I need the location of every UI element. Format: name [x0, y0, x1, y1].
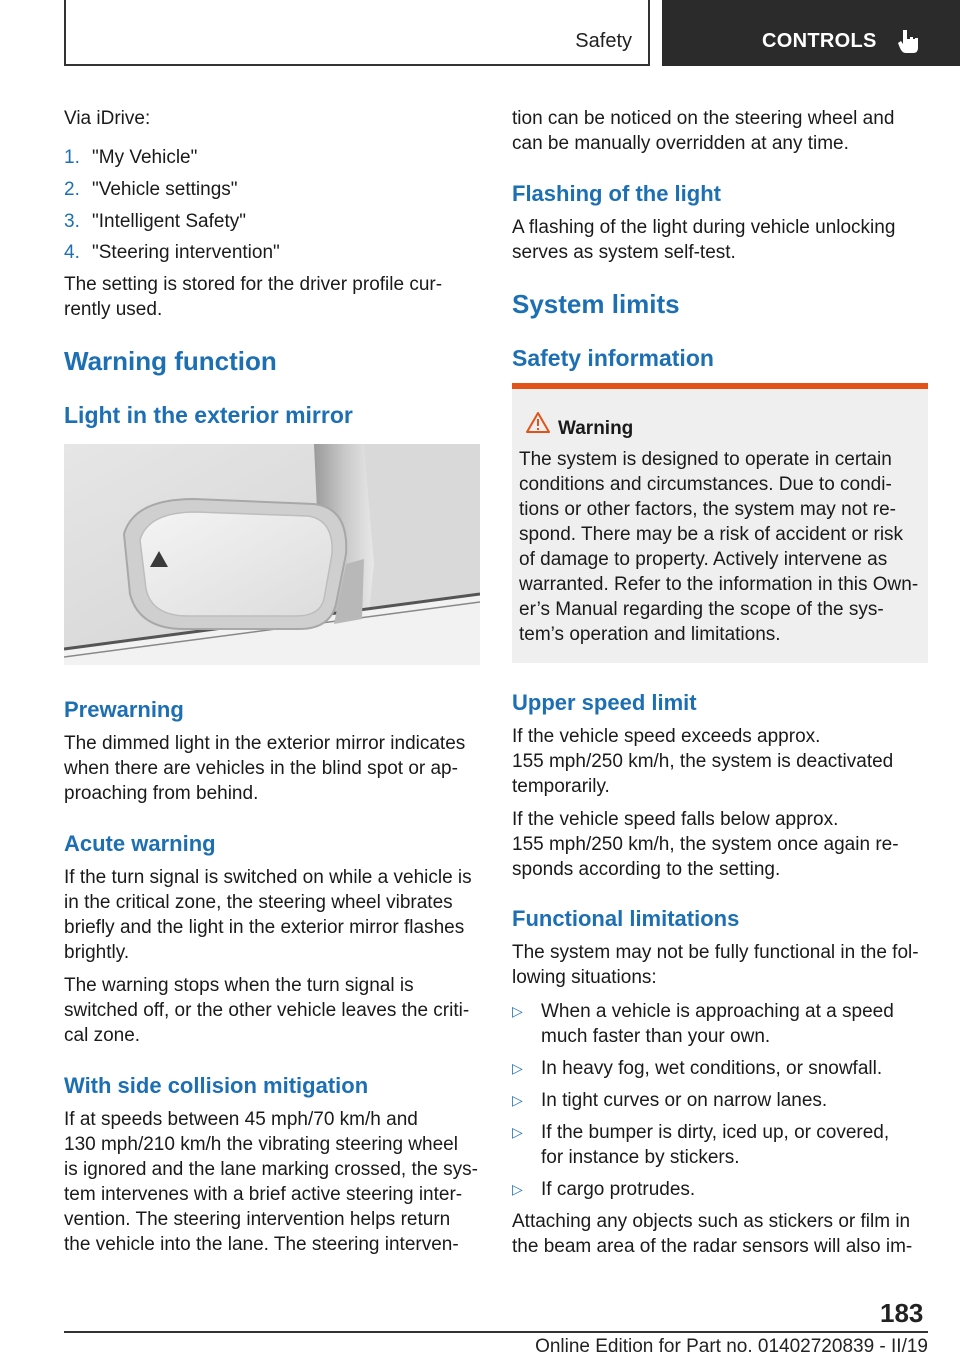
step-number: 4.: [64, 242, 80, 263]
heading-light-mirror: Light in the exterior mirror: [64, 402, 353, 428]
triangle-bullet-icon: ▷: [512, 1092, 523, 1108]
paragraph-line: briefly and the light in the exterior mirror flashes: [64, 917, 465, 938]
exterior-mirror-image: [64, 444, 480, 665]
step-number: 3.: [64, 211, 80, 232]
paragraph-line: tem intervenes with a brief active steering inter-: [64, 1184, 463, 1205]
paragraph-line: The setting is stored for the driver profile cur-: [64, 274, 443, 295]
step-text: "Intelligent Safety": [92, 211, 246, 232]
paragraph-line: If the turn signal is switched on while a vehicle is: [64, 867, 472, 888]
heading-acute-warning: Acute warning: [64, 831, 216, 856]
warning-box: [512, 383, 928, 663]
bullet-line: If the bumper is dirty, iced up, or covered,: [541, 1122, 890, 1143]
footer-edition: Online Edition for Part no. 01402720839 - II/19: [535, 1336, 928, 1357]
warning-line: The system is designed to operate in certain: [519, 449, 892, 470]
header-chapter-tab: [662, 0, 960, 66]
paragraph-line: the vehicle into the lane. The steering interven-: [64, 1234, 459, 1255]
header-section-title: Safety: [575, 30, 632, 52]
step-text: "My Vehicle": [92, 147, 198, 168]
warning-line: spond. There may be a risk of accident or risk: [519, 524, 904, 545]
bullet-line: When a vehicle is approaching at a speed: [541, 1001, 894, 1022]
paragraph-line: 155 mph/250 km/h, the system is deactivated: [512, 751, 894, 772]
hand-pointer-icon: [894, 26, 924, 56]
warning-line: tions or other factors, the system may not re-: [519, 499, 896, 520]
paragraph-line: when there are vehicles in the blind spot or ap-: [64, 758, 458, 779]
header-section-box: [64, 0, 650, 66]
heading-flashing: Flashing of the light: [512, 181, 721, 206]
paragraph-line: serves as system self-test.: [512, 242, 736, 263]
paragraph-line: cal zone.: [64, 1025, 141, 1046]
triangle-bullet-icon: ▷: [512, 1060, 523, 1076]
paragraph-line: If at speeds between 45 mph/70 km/h and: [64, 1109, 418, 1130]
header-chapter-title: CONTROLS: [762, 30, 877, 52]
paragraph-line: tion can be noticed on the steering wheel and: [512, 108, 895, 129]
heading-warning-function: Warning function: [64, 346, 277, 376]
list-item: [512, 1120, 930, 1170]
heading-functional-limitations: Functional limitations: [512, 906, 740, 931]
warning-triangle-icon: [526, 411, 550, 435]
bullet-line: for instance by stickers.: [541, 1147, 740, 1168]
step-text: "Vehicle settings": [92, 179, 238, 200]
paragraph-line: rently used.: [64, 299, 163, 320]
bullet-line: If cargo protrudes.: [541, 1179, 696, 1200]
step-text: "Steering intervention": [92, 242, 280, 263]
paragraph-line: brightly.: [64, 942, 130, 963]
paragraph-line: temporarily.: [512, 776, 610, 797]
paragraph-line: A flashing of the light during vehicle unlocking: [512, 217, 896, 238]
list-item: [512, 999, 930, 1049]
list-item: [512, 1056, 930, 1081]
paragraph-line: switched off, or the other vehicle leaves the criti-: [64, 1000, 470, 1021]
paragraph-line: sponds according to the setting.: [512, 859, 781, 880]
heading-upper-speed-limit: Upper speed limit: [512, 690, 697, 715]
warning-title: Warning: [558, 418, 634, 439]
paragraph-line: The dimmed light in the exterior mirror indicates: [64, 733, 466, 754]
paragraph-line: can be manually overridden at any time.: [512, 133, 849, 154]
paragraph-line: lowing situations:: [512, 967, 657, 988]
warning-line: er’s Manual regarding the scope of the sys-: [519, 599, 884, 620]
paragraph-line: 155 mph/250 km/h, the system once again re-: [512, 834, 899, 855]
paragraph-line: vention. The steering intervention helps return: [64, 1209, 451, 1230]
triangle-bullet-icon: ▷: [512, 1003, 523, 1019]
heading-system-limits: System limits: [512, 289, 680, 319]
heading-safety-information: Safety information: [512, 345, 714, 371]
paragraph-line: If the vehicle speed exceeds approx.: [512, 726, 821, 747]
paragraph-line: the beam area of the radar sensors will also im-: [512, 1236, 913, 1257]
warning-line: of damage to property. Actively intervene as: [519, 549, 888, 570]
step-number: 1.: [64, 147, 80, 168]
bullet-line: In tight curves or on narrow lanes.: [541, 1090, 828, 1111]
paragraph-line: 130 mph/210 km/h the vibrating steering wheel: [64, 1134, 458, 1155]
page-number: 183: [880, 1298, 924, 1328]
paragraph-line: The warning stops when the turn signal is: [64, 975, 414, 996]
triangle-bullet-icon: ▷: [512, 1124, 523, 1140]
warning-line: tem’s operation and limitations.: [519, 624, 781, 645]
paragraph-line: The system may not be fully functional in the fol-: [512, 942, 919, 963]
bullet-line: In heavy fog, wet conditions, or snowfall.: [541, 1058, 883, 1079]
paragraph-line: in the critical zone, the steering wheel vibrates: [64, 892, 453, 913]
paragraph-line: Attaching any objects such as stickers or film in: [512, 1211, 911, 1232]
warning-line: warranted. Refer to the information in this Own-: [519, 574, 919, 595]
heading-side-collision: With side collision mitigation: [64, 1073, 369, 1098]
paragraph-line: If the vehicle speed falls below approx.: [512, 809, 839, 830]
list-item: [512, 1177, 930, 1202]
list-item: [512, 1088, 930, 1113]
paragraph-line: proaching from behind.: [64, 783, 259, 804]
warning-line: conditions and circumstances. Due to condi-: [519, 474, 892, 495]
intro-text: Via iDrive:: [64, 108, 151, 129]
warning-body: [519, 447, 924, 647]
bullet-line: much faster than your own.: [541, 1026, 771, 1047]
step-number: 2.: [64, 179, 80, 200]
triangle-bullet-icon: ▷: [512, 1181, 523, 1197]
heading-prewarning: Prewarning: [64, 697, 184, 722]
footer-divider: [64, 1331, 928, 1333]
paragraph-line: is ignored and the lane marking crossed, the sys-: [64, 1159, 478, 1180]
